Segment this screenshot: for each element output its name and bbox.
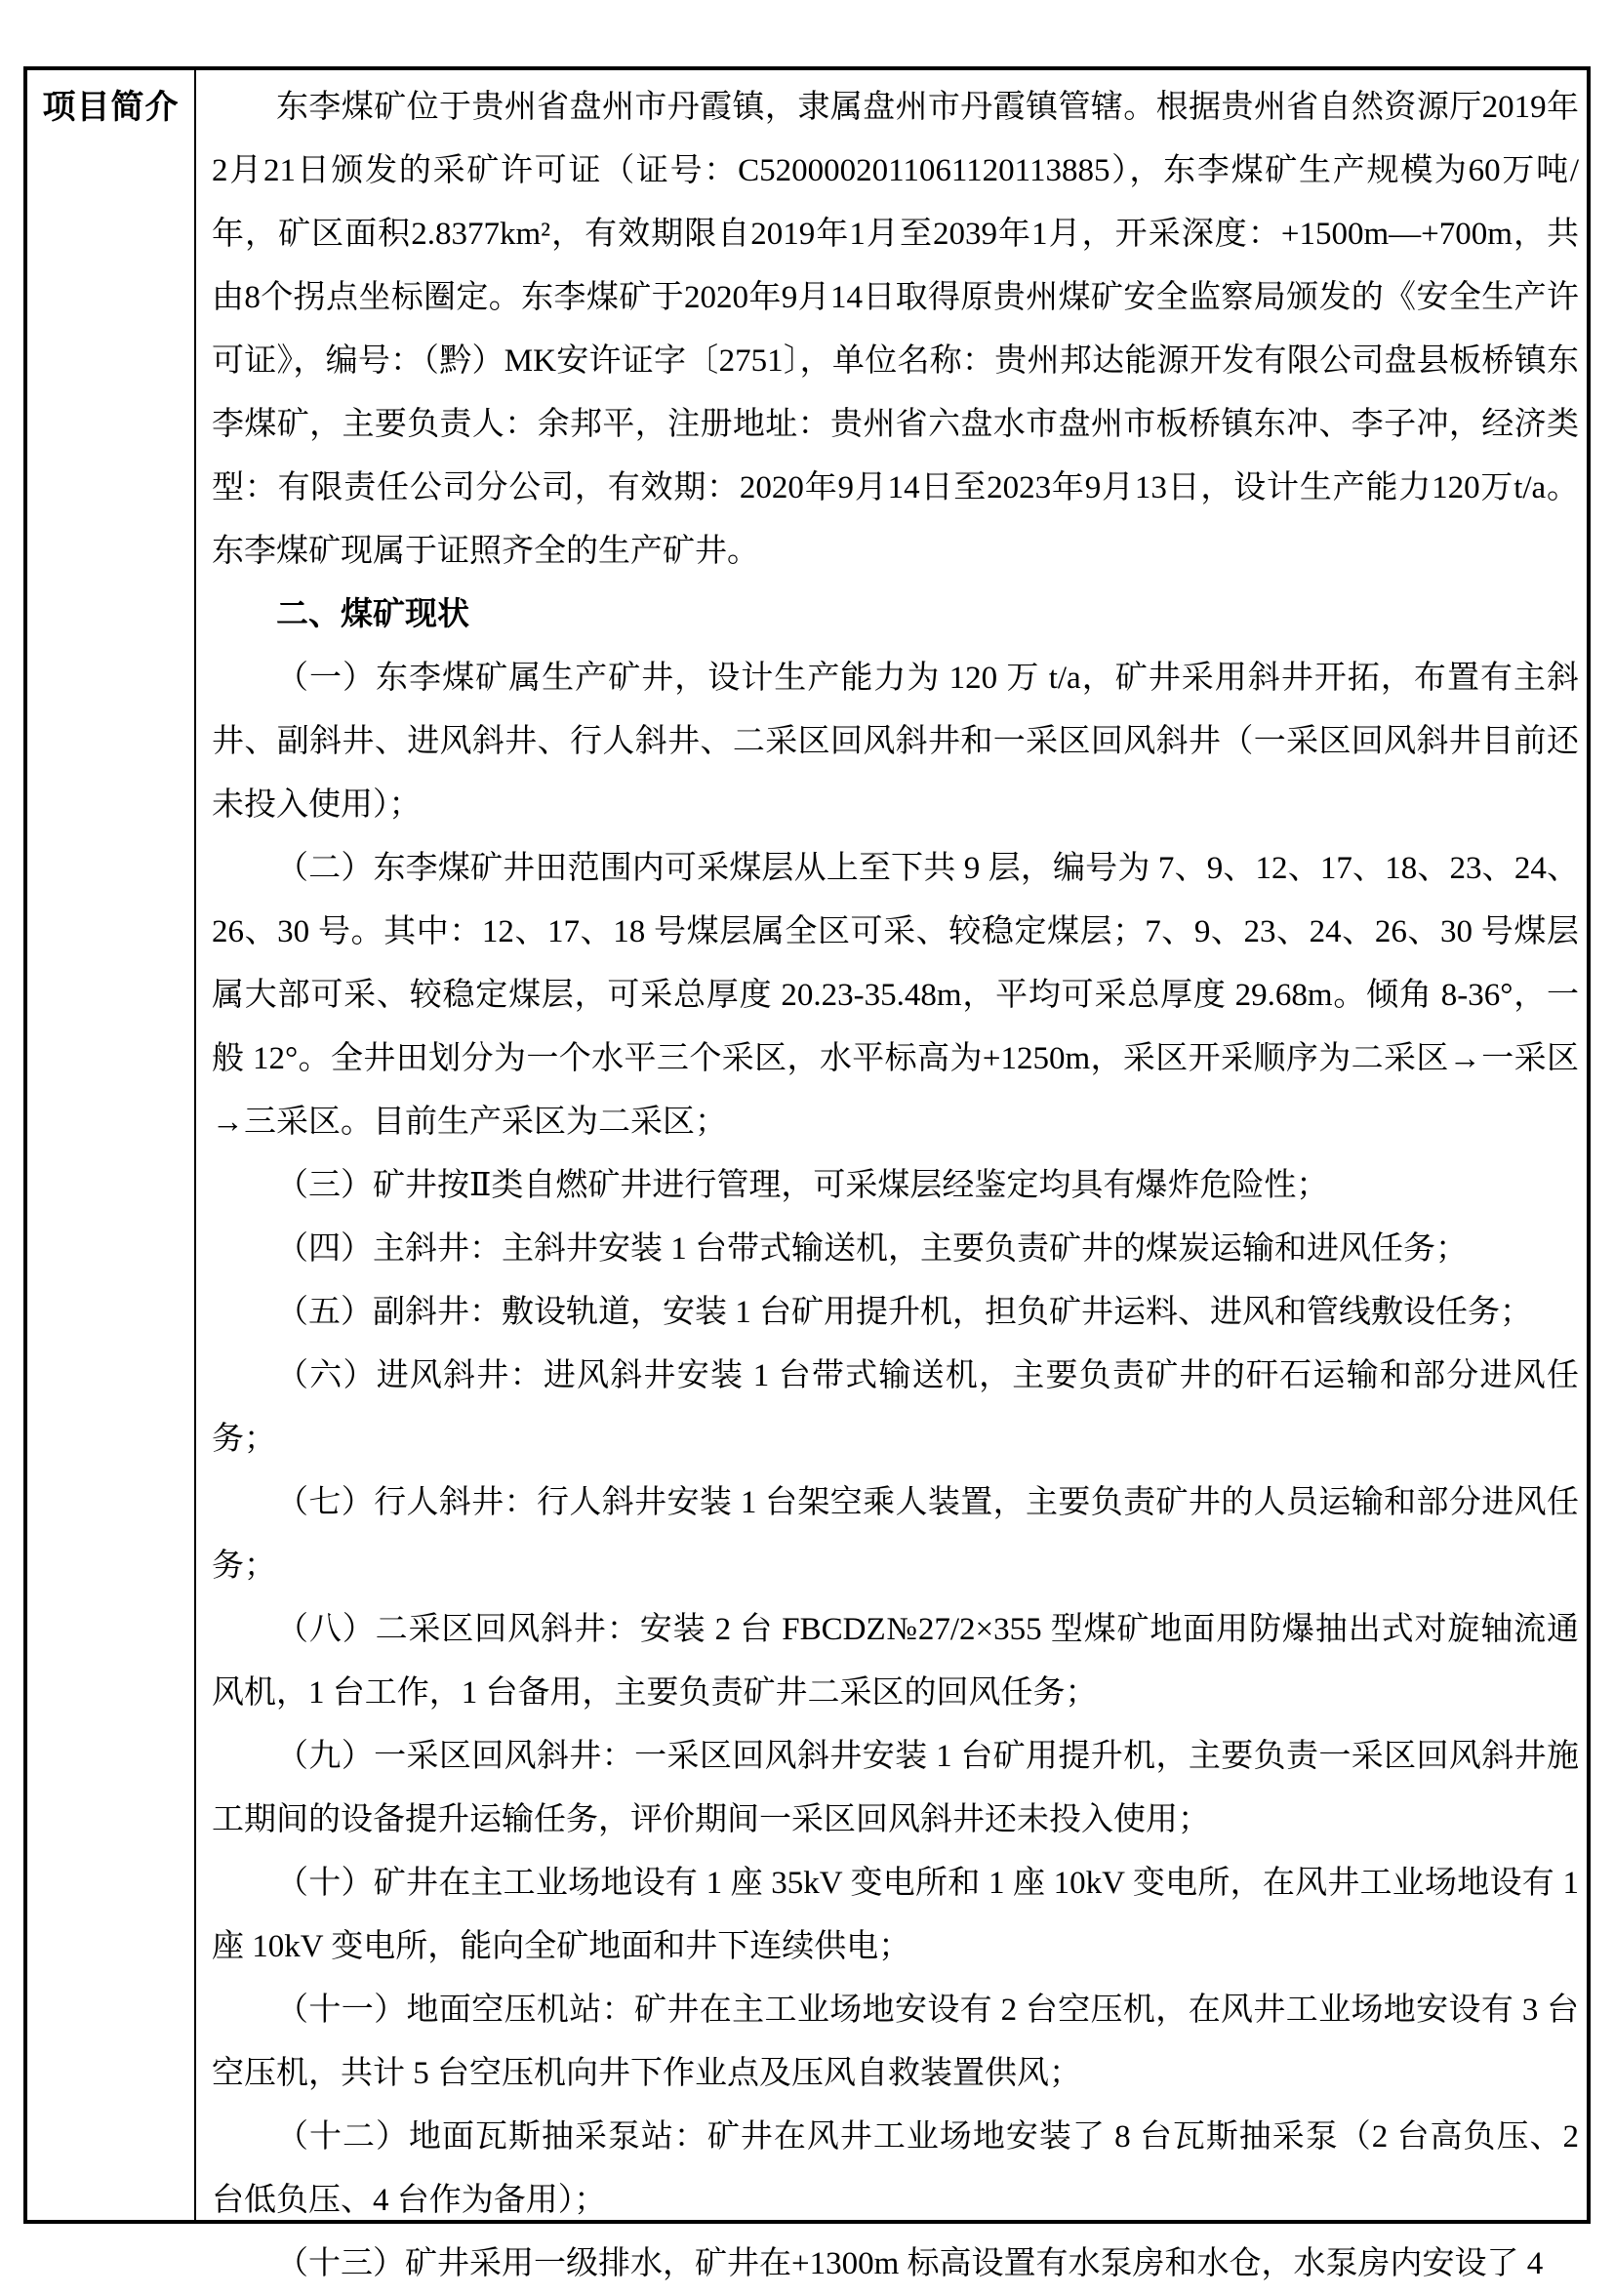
paragraph-item-13: （十三）矿井采用一级排水，矿井在+1300m 标高设置有水泵房和水仓，水泵房内安设了 4 bbox=[276, 2246, 1544, 2281]
row-content-cell bbox=[196, 70, 1587, 2281]
project-intro-table-row bbox=[23, 66, 1591, 2281]
paragraph-item-1: （一）东李煤矿属生产矿井，设计生产能力为 120 万 t/a，矿井采用斜井开拓，布置有主斜井、副斜井、进风斜井、行人斜井、二采区回风斜井和一采区回风斜井（一采区回风斜井目前还未投入使用）； bbox=[212, 661, 1579, 823]
paragraph-item-3: （三）矿井按Ⅱ类自燃矿井进行管理，可采煤层经鉴定均具有爆炸危险性； bbox=[276, 1168, 1329, 1203]
paragraph-item-6: （六）进风斜井：进风斜井安装 1 台带式输送机，主要负责矿井的矸石运输和部分进风任务； bbox=[212, 1358, 1579, 1457]
paragraph-item-5: （五）副斜井：敷设轨道，安装 1 台矿用提升机，担负矿井运料、进风和管线敷设任务； bbox=[276, 1295, 1532, 1330]
paragraph-item-4: （四）主斜井：主斜井安装 1 台带式输送机，主要负责矿井的煤炭运输和进风任务； bbox=[276, 1231, 1468, 1267]
paragraph-item-8: （八）二采区回风斜井：安装 2 台 FBCDZ№27/2×355 型煤矿地面用防爆抽出式对旋轴流通风机，1 台工作，1 台备用，主要负责矿井二采区的回风任务； bbox=[212, 1612, 1579, 1711]
paragraph-item-2: （二）东李煤矿井田范围内可采煤层从上至下共 9 层，编号为 7、9、12、17、18、23、24、26、30 号。其中：12、17、18 号煤层属全区可采、较稳定煤层；7、9、23、24、26、30 号煤层属大部可采、较稳定煤层，可采总厚度 20.23-35.48m，平均可采总厚度 29.68m。倾角 8-36°，一般 12°。全井田划分为一个水平三个采区，水平标高为+1250m，采区开采顺序为二采区→一采区→三采区。目前生产采区为二采区； bbox=[212, 851, 1579, 1140]
row-header-label: 项目简介 bbox=[42, 90, 180, 126]
row-header-cell bbox=[27, 70, 196, 2220]
paragraph-item-10: （十）矿井在主工业场地设有 1 座 35kV 变电所和 1 座 10kV 变电所，在风井工业场地设有 1 座 10kV 变电所，能向全矿地面和井下连续供电； bbox=[212, 1866, 1579, 1964]
section-heading-mine-status: 二、煤矿现状 bbox=[276, 597, 469, 632]
paragraph-mine-overview: 东李煤矿位于贵州省盘州市丹霞镇，隶属盘州市丹霞镇管辖。根据贵州省自然资源厅2019年2月21日颁发的采矿许可证（证号：C5200002011061120113885），东李煤矿生产规模为60万吨/年，矿区面积2.8377km²，有效期限自2019年1月至2039年1月，开采深度：+1500m—+700m，共由8个拐点坐标圈定。东李煤矿于2020年9月14日取得原贵州煤矿安全监察局颁发的《安全生产许可证》，编号：（黔）MK安许证字〔2751〕，单位名称：贵州邦达能源开发有限公司盘县板桥镇东李煤矿，主要负责人：余邦平，注册地址：贵州省六盘水市盘州市板桥镇东冲、李子冲，经济类型：有限责任公司分公司，有效期：2020年9月14日至2023年9月13日，设计生产能力120万t/a。东李煤矿现属于证照齐全的生产矿井。 bbox=[212, 90, 1579, 569]
paragraph-item-12: （十二）地面瓦斯抽采泵站：矿井在风井工业场地安装了 8 台瓦斯抽采泵（2 台高负压、2 台低负压、4 台作为备用）； bbox=[212, 2119, 1580, 2218]
paragraph-item-7: （七）行人斜井：行人斜井安装 1 台架空乘人装置，主要负责矿井的人员运输和部分进风任务； bbox=[212, 1485, 1579, 1584]
paragraph-item-11: （十一）地面空压机站：矿井在主工业场地安设有 2 台空压机，在风井工业场地安设有 3 台空压机，共计 5 台空压机向井下作业点及压风自救装置供风； bbox=[212, 1993, 1579, 2091]
paragraph-item-9: （九）一采区回风斜井：一采区回风斜井安装 1 台矿用提升机，主要负责一采区回风斜井施工期间的设备提升运输任务，评价期间一采区回风斜井还未投入使用； bbox=[212, 1739, 1579, 1837]
